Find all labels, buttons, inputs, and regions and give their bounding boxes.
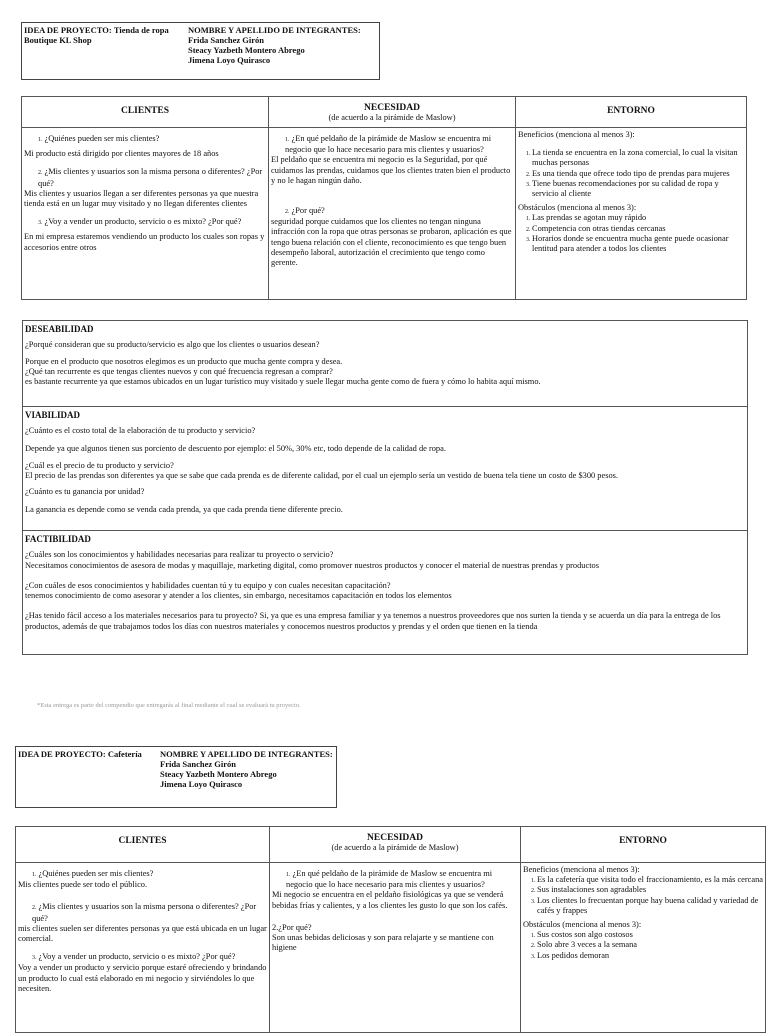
- footnote: *Esta entrega es parte del compendio que entregarás al final mediante el cual se evaluará tu proyecto.: [37, 702, 301, 709]
- member-name: Steacy Yazbeth Montero Abrego: [160, 769, 277, 779]
- answer: En mi empresa estaremos vendiendo un producto los cuales son ropas y accesorios entre otros: [24, 232, 265, 252]
- obstaculos-label: Obstáculos (menciona al menos 3):: [523, 920, 642, 930]
- list-item: 3. Los clientes lo frecuentan porque hay buena calidad y variedad de cafés y frappes: [537, 896, 763, 916]
- list-item: 2. Competencia con otras tiendas cercanas: [532, 224, 744, 234]
- list-item: 3. Los pedidos demoran: [537, 951, 763, 961]
- header-necesidad: NECESIDAD (de acuerdo a la pirámide de Maslow): [270, 827, 521, 863]
- answer: mis clientes suelen ser diferentes personas ya que está ubicada en un lugar comercial.: [18, 923, 267, 944]
- idea-value: Cafetería: [107, 749, 142, 759]
- question: 1. ¿En qué peldaño de la pirámide de Maslow se encuentra mi negocio que lo hace necesario para mis clientes y usuarios?: [286, 869, 493, 890]
- clientes-cell: [22, 128, 269, 300]
- members-label: NOMBRE Y APELLIDO DE INTEGRANTES:: [160, 749, 333, 759]
- question: ¿Cuánto es el costo total de la elaboración de tu producto y servicio?: [25, 426, 256, 436]
- question: ¿Con cuáles de esos conocimientos y habilidades cuentan tú y tu equipo y con cuales necesitan capacitación?: [25, 580, 391, 590]
- answer: Mi producto está dirigido por clientes mayores de 18 años: [24, 149, 219, 159]
- list-item: 2. Solo abre 3 veces a la semana: [537, 940, 763, 950]
- question: 2. ¿Por qué?: [285, 206, 325, 216]
- question: 3. ¿Voy a vender un producto, servicio o es mixto? ¿Por qué?: [32, 952, 236, 962]
- project2-header: [15, 746, 337, 808]
- header-clientes: CLIENTES: [22, 97, 269, 128]
- obstaculos-label: Obstáculos (menciona al menos 3):: [518, 203, 637, 213]
- question: 1. ¿Quiénes pueden ser mis clientes?: [38, 134, 160, 143]
- answer: Necesitamos conocimientos de asesora de modas y maquillaje, marketing digital, como promover nuestros productos y conocer el material de nuestras prendas y productos: [25, 560, 599, 570]
- beneficios-list: [523, 875, 763, 916]
- factibilidad-section: [23, 531, 747, 634]
- idea-label: IDEA DE PROYECTO:: [18, 749, 106, 759]
- header-entorno: ENTORNO: [521, 827, 766, 863]
- question: ¿Cuánto es tu ganancia por unidad?: [25, 487, 145, 497]
- project2-table: [15, 826, 766, 1033]
- list-item: 1. La tienda se encuentra en la zona comercial, lo cual la visitan muchas personas: [532, 148, 744, 168]
- beneficios-label: Beneficios (menciona al menos 3):: [518, 130, 635, 139]
- member-name: Frida Sanchez Girón: [188, 35, 265, 45]
- question: 1. ¿Quiénes pueden ser mis clientes?: [32, 869, 154, 878]
- necesidad-cell: [269, 128, 516, 300]
- section-title: DESEABILIDAD: [25, 324, 94, 334]
- member-name: Jimena Loyo Quirasco: [160, 779, 243, 789]
- clientes-cell: [16, 863, 270, 1033]
- members-label: NOMBRE Y APELLIDO DE INTEGRANTES:: [188, 25, 361, 35]
- obstaculos-list: [518, 213, 744, 254]
- list-item: 2. Es una tienda que ofrece todo tipo de prendas para mujeres: [532, 169, 744, 179]
- list-item: 2. Sus instalaciones son agradables: [537, 885, 763, 895]
- beneficios-label: Beneficios (menciona al menos 3):: [523, 865, 640, 874]
- section-title: VIABILIDAD: [25, 410, 81, 420]
- list-item: 3. Horarios donde se encuentra mucha gente puede ocasionar lentitud para atender a todos los clientes: [532, 234, 744, 254]
- answer: tenemos conocimiento de como asesorar y atender a los clientes, sin embargo, necesitamos capacitación en todos los elementos: [25, 591, 452, 601]
- question: 2.¿Por qué?: [272, 922, 312, 932]
- list-item: 1. Sus costos son algo costosos: [537, 930, 763, 940]
- answer: El precio de las prendas son diferentes ya que se sabe que cada prenda es de diferente calidad, por el cual un ejemplo sería un vestido de buena tela tiene un costo de $300 pesos.: [25, 471, 619, 481]
- answer: La ganancia es depende como se venda cada prenda, ya que cada prenda tiene diferente precio.: [25, 504, 343, 514]
- project1-header: [21, 22, 380, 80]
- question: 3. ¿Voy a vender un producto, servicio o es mixto? ¿Por qué?: [38, 217, 242, 227]
- header-entorno: ENTORNO: [516, 97, 747, 128]
- answer: Porque en el producto que nosotros elegimos es un producto que mucha gente compra y desea.: [25, 356, 343, 366]
- header-necesidad: NECESIDAD (de acuerdo a la pirámide de Maslow): [269, 97, 516, 128]
- obstaculos-list: [523, 930, 763, 961]
- idea-label: IDEA DE PROYECTO:: [24, 25, 112, 35]
- list-item: 3. Tiene buenas recomendaciones por su calidad de ropa y servicio al cliente: [532, 179, 744, 199]
- list-item: 1. Las prendas se agotan muy rápido: [532, 213, 744, 223]
- members-cell: [158, 747, 335, 807]
- deseabilidad-section: [23, 321, 747, 407]
- answer: Mis clientes y usuarios llegan a ser diferentes personas ya que nuestra tienda está en un lugar muy visitado y no llegan diferentes clientes: [24, 188, 259, 209]
- idea-cell: [16, 747, 158, 807]
- member-name: Jimena Loyo Quirasco: [188, 55, 271, 65]
- member-name: Frida Sanchez Girón: [160, 759, 237, 769]
- answer: El peldaño que se encuentra mi negocio es la Seguridad, por qué cuidamos las prendas, cuidamos que los clientes traten bien el producto y no le hagan ningún daño.: [271, 155, 511, 185]
- answer: es bastante recurrente ya que estamos ubicados en un lugar turístico muy visitado y suele llegar mucha gente como de fuera y cómo lo habita aquí mismo.: [25, 377, 541, 387]
- question: ¿Cuáles son los conocimientos y habilidades necesarias para realizar tu proyecto o servicio?: [25, 550, 334, 560]
- answer: seguridad porque cuidamos que los clientes no tengan ninguna infracción con la ropa que otras personas se probaron, aplicación es que tengo buena relación con el cliente, reconocimiento es que tengo buen desempeño laboral, autorización el crecimiento que tengo como gerente.: [271, 217, 512, 268]
- question: 2. ¿Mis clientes y usuarios son la misma persona o diferentes? ¿Por qué?: [38, 167, 263, 188]
- answer: Mi negocio se encuentra en el peldaño fisiológicas ya que se venderá bebidas frías y calientes, y a los clientes les gusto lo que son los cafés.: [272, 890, 508, 910]
- members-cell: [186, 23, 363, 79]
- question: ¿Cuál es el precio de tu producto y servicio?: [25, 460, 174, 470]
- entorno-cell: [516, 128, 747, 300]
- section-title: FACTIBILIDAD: [25, 534, 91, 544]
- idea-cell: [22, 23, 186, 79]
- necesidad-cell: [270, 863, 521, 1033]
- answer: Son unas bebidas deliciosas y son para relajarte y se mantiene con higiene: [272, 933, 494, 953]
- header-clientes: CLIENTES: [16, 827, 270, 863]
- evaluation-box: [22, 320, 748, 655]
- question: ¿Porqué consideran que su producto/servicio es algo que los clientes o usuarios desean?: [25, 340, 320, 350]
- question: ¿Has tenido fácil acceso a los materiales necesarios para tu proyecto? Si, ya que es una empresa familiar y ya tenemos a nuestros proveedores que nos surten la tienda y se acuerda un día para la entrega de los productos, además de que trabajamos todos los días con nuestros materiales y conocemos nuestros productos y prendas y el orden que tienen en la tienda: [25, 611, 721, 631]
- viabilidad-section: [23, 407, 747, 531]
- question: ¿Qué tan recurrente es que tengas clientes nuevos y con qué frecuencia regresan a comprar?: [25, 366, 333, 376]
- project1-table: [21, 96, 747, 300]
- list-item: 1. Es la cafetería que visita todo el fraccionamiento, es la más cercana: [537, 875, 763, 885]
- answer: Voy a vender un producto y servicio porque estaré ofreciendo y brindando un producto lo cual está elaborado en mi negocio y sirviéndoles lo que necesiten.: [18, 963, 267, 993]
- beneficios-list: [518, 148, 744, 199]
- answer: Mis clientes puede ser todo el público.: [18, 880, 148, 890]
- idea-value: Tienda de ropa Boutique KL Shop: [24, 25, 169, 45]
- question: 1. ¿En qué peldaño de la pirámide de Maslow se encuentra mi negocio que lo hace necesario para mis clientes y usuarios?: [285, 134, 492, 155]
- question: 2. ¿Mis clientes y usuarios son la misma persona o diferentes? ¿Por qué?: [32, 902, 257, 923]
- entorno-cell: [521, 863, 766, 1033]
- answer: Depende ya que algunos tienen sus porciento de descuento por ejemplo: el 50%, 30% etc, todo depende de la calidad de ropa.: [25, 443, 446, 453]
- member-name: Steacy Yazbeth Montero Abrego: [188, 45, 305, 55]
